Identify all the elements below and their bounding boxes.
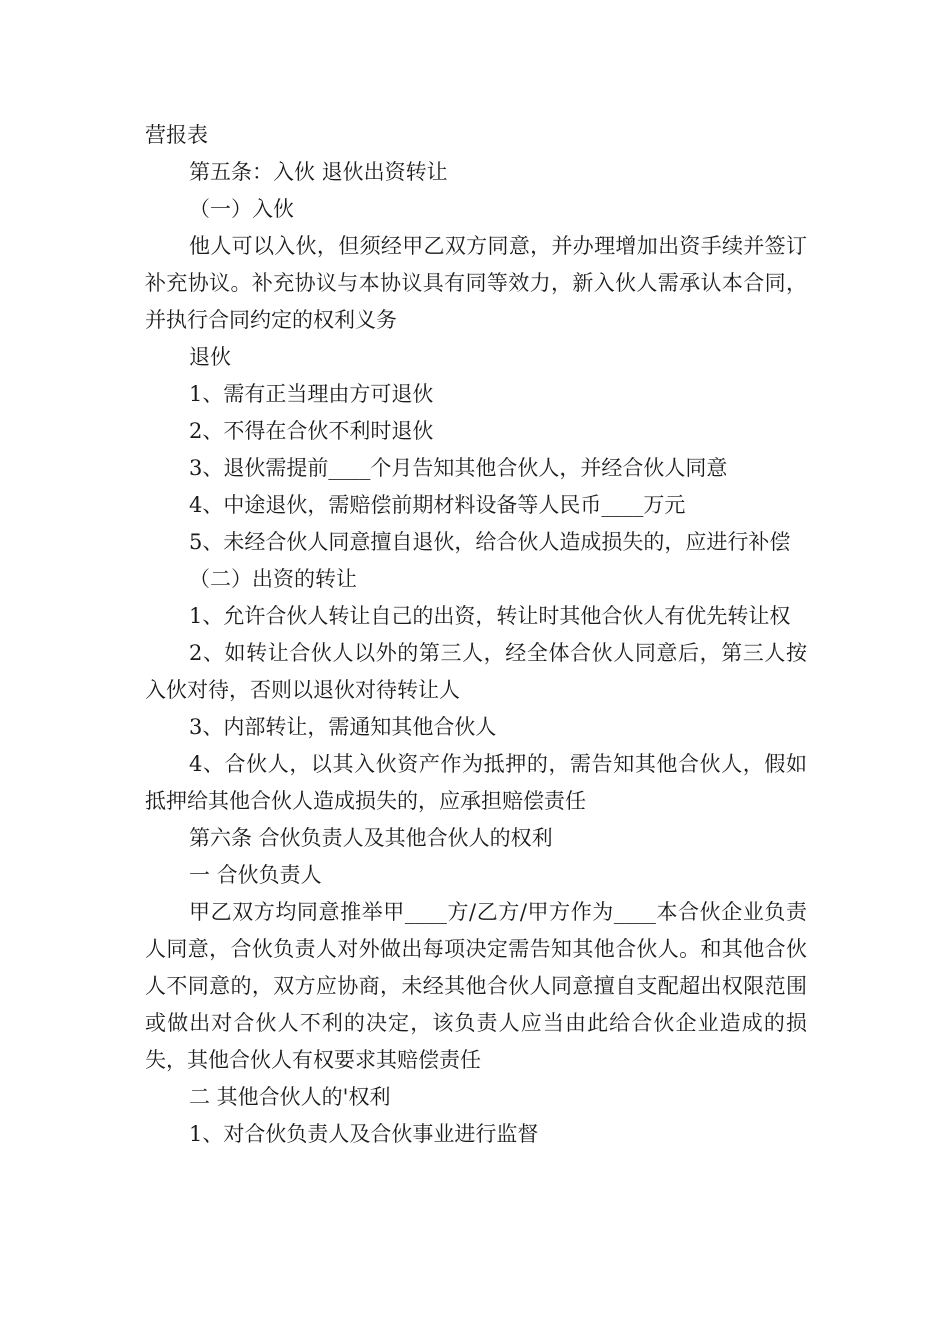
other-partners-item-1: 1、对合伙负责人及合伙事业进行监督 <box>189 1122 539 1146</box>
transfer-item-1: 1、允许合伙人转让自己的出资，转让时其他合伙人有优先转让权 <box>189 604 791 628</box>
section-withdrawal-heading: 退伙 <box>189 345 231 369</box>
section-leader-heading: 一 合伙负责人 <box>189 863 322 887</box>
section-joining-heading: （一）入伙 <box>189 197 294 221</box>
article-6-heading: 第六条 合伙负责人及其他合伙人的权利 <box>189 826 553 850</box>
document-body <box>145 117 807 1153</box>
withdrawal-item-2: 2、不得在合伙不利时退伙 <box>189 419 434 443</box>
paragraph-leader: 甲乙双方均同意推举甲____方/乙方/甲方作为____本合伙企业负责人同意，合伙负责人对外做出每项决定需告知其他合伙人。和其他合伙人不同意的，双方应协商，未经其他合伙人同意擅自支配超出权限范围或做出对合伙人不利的决定，该负责人应当由此给合伙企业造成的损失，其他合伙人有权要求其赔偿责任 <box>145 900 807 1072</box>
transfer-item-3: 3、内部转让，需通知其他合伙人 <box>189 715 497 739</box>
paragraph-continuation: 营报表 <box>145 123 208 147</box>
article-5-heading: 第五条：入伙 退伙出资转让 <box>189 160 448 184</box>
withdrawal-item-4: 4、中途退伙，需赔偿前期材料设备等人民币____万元 <box>189 493 686 517</box>
section-transfer-heading: （二）出资的转让 <box>189 567 357 591</box>
paragraph-joining: 他人可以入伙，但须经甲乙双方同意，并办理增加出资手续并签订补充协议。补充协议与本协议具有同等效力，新入伙人需承认本合同，并执行合同约定的权利义务 <box>145 234 807 332</box>
withdrawal-item-1: 1、需有正当理由方可退伙 <box>189 382 434 406</box>
transfer-item-4: 4、合伙人，以其入伙资产作为抵押的，需告知其他合伙人，假如抵押给其他合伙人造成损失的，应承担赔偿责任 <box>145 752 807 813</box>
section-other-partners-heading: 二 其他合伙人的'权利 <box>189 1085 391 1109</box>
withdrawal-item-3: 3、退伙需提前____个月告知其他合伙人，并经合伙人同意 <box>189 456 728 480</box>
transfer-item-2: 2、如转让合伙人以外的第三人，经全体合伙人同意后，第三人按入伙对待，否则以退伙对待转让人 <box>145 641 807 702</box>
withdrawal-item-5: 5、未经合伙人同意擅自退伙，给合伙人造成损失的，应进行补偿 <box>189 530 791 554</box>
